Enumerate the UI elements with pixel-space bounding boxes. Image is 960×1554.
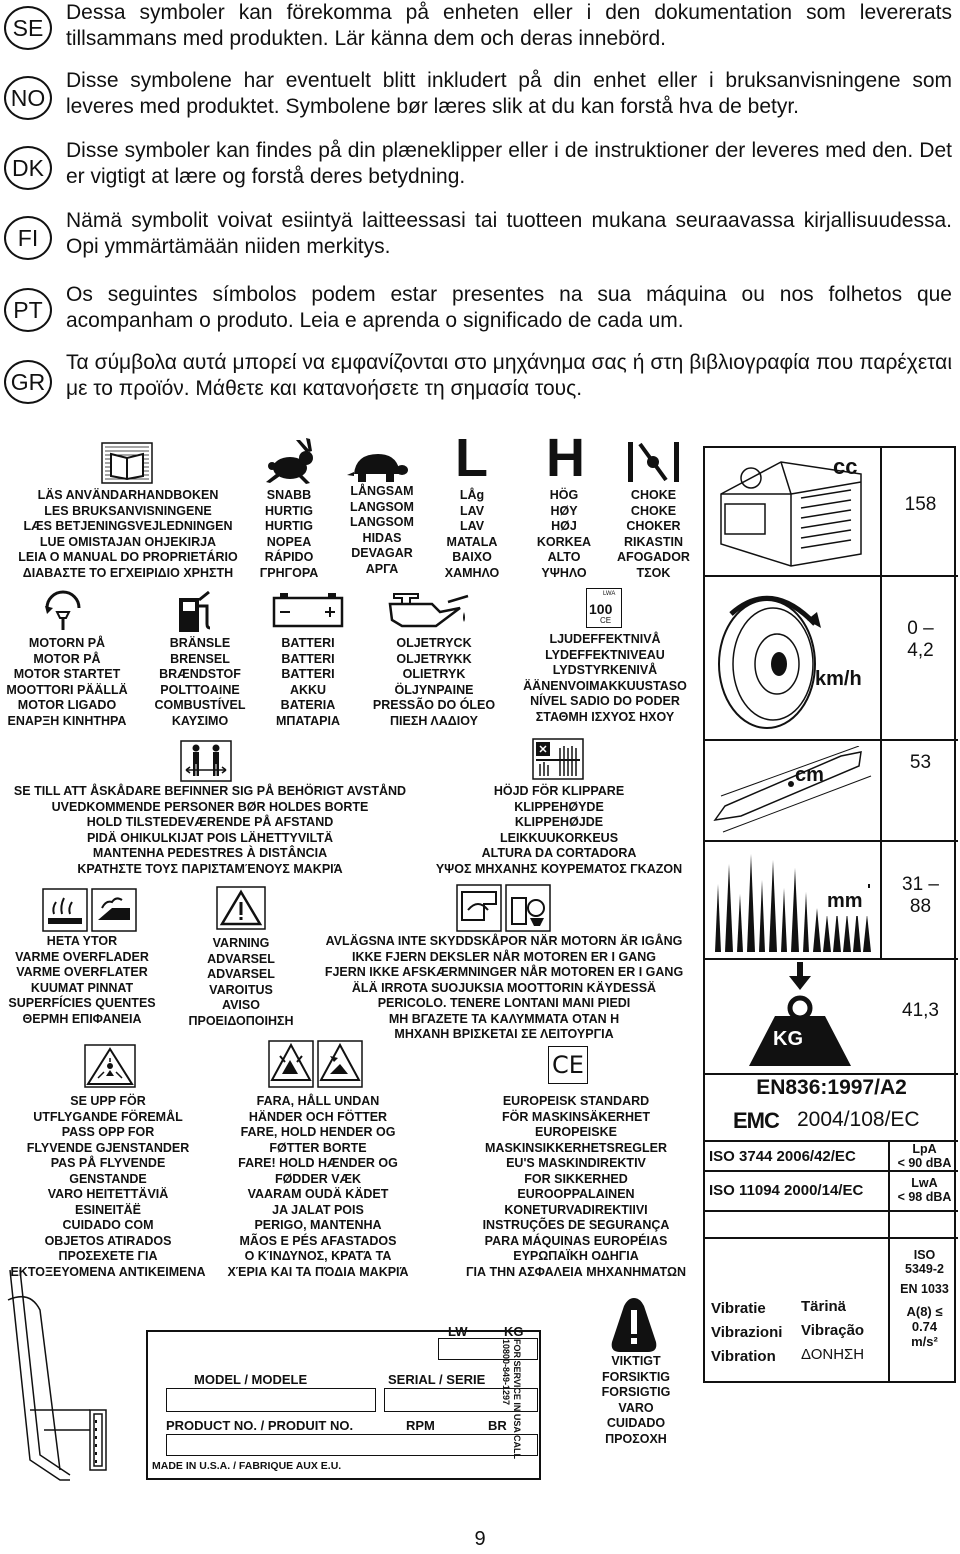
page-number: 9: [474, 1528, 486, 1550]
vibration-value: A(8) ≤ 0.74 m/s²: [906, 1304, 943, 1349]
lang-row-dk: [0, 138, 960, 208]
cut-height-icon: [532, 738, 584, 780]
lang-badge: NO: [4, 76, 52, 120]
height-label: mm: [827, 890, 863, 912]
blade-icon: [711, 746, 877, 836]
standard-text: EN836:1997/A2: [756, 1076, 907, 1099]
vibration-text-pt: Vibração: [801, 1322, 865, 1339]
choke-label: CHOKE CHOKE CHOKER RIKASTIN AFOGADOR ΤΣΟΚ: [617, 488, 690, 580]
emc-logo: [733, 1108, 795, 1134]
lang-text: Dessa symboler kan förekomma på enheten eller i den dokumentation som levererats tillsammans med produkten. Lär känna dem och deras innebörd.: [66, 1, 952, 50]
ce-mark-icon: CE: [548, 1046, 588, 1084]
lang-badge: DK: [4, 146, 52, 190]
spec-panel: [703, 446, 956, 1383]
model-field: [166, 1388, 376, 1412]
lawnmower-illustration: [0, 1260, 160, 1490]
vibration-iso-text: ISO 5349-2: [905, 1248, 944, 1276]
motor-on-icon: [40, 588, 86, 632]
lang-text: Τα σύμβολα αυτά μπορεί να εμφανίζονται στο μηχάνημα σας ή στη βιβλιογραφία που παρέχεται με το προϊόν. Μάθετε και κατανοήσετε τη σημασία τους.: [66, 351, 952, 400]
lang-row-gr: [0, 350, 960, 420]
choke-icon: [626, 440, 682, 484]
hands-feet-label: FARA, HÅLL UNDAN HÄNDER OCH FÖTTER FARE, HOLD HENDER OG FØTTER BORTE FARE! HOLD HÆNDER OG FØDDER VÆK VAARAM OUDÄ KÄDET JA JALAT POIS PERIGO, MANTENHA MÃOS E PÉS AFASTADOS Ο ΚΊΝΔΥΝΟΣ, ΚΡΑΤΆ ΤΑ ΧΈΡΙΑ ΚΑΙ ΤΑ ΠΌΔΙΑ ΜΑΚΡΙΆ: [227, 1094, 409, 1279]
vibration-text-fi: Tärinä: [801, 1298, 847, 1315]
rabbit-icon: [262, 438, 317, 486]
noise-lwa-text: LWA: [603, 591, 616, 597]
vibration-text-it: Vibrazioni: [711, 1324, 783, 1341]
lang-text: Os seguintes símbolos podem estar presentes na sua máquina ou nos folhetos que acompanham o produto. Leia e aprenda o significado de cada um.: [66, 283, 952, 332]
cut-height-label: HÖJD FÖR KLIPPARE KLIPPEHØYDE KLIPPEHØJDE LEIKKUUKORKEUS ALTURA DA CORTADORA ΥΨΟΣ ΜΗΧΑΝΗΣ ΚΟΥΡΕΜΑΤΟΣ ΓΚΑΖΟΝ: [435, 784, 683, 876]
low-icon: L: [455, 428, 488, 488]
fuel-icon: [176, 588, 214, 634]
vibration-en-text: EN 1033: [900, 1282, 949, 1296]
lang-row-no: [0, 68, 960, 138]
height-value: 31 – 88: [902, 874, 939, 917]
model-label: MODEL / MODELE: [194, 1372, 308, 1387]
warning-icon: [216, 886, 266, 930]
iso-3744-text: ISO 3744 2006/42/EC: [709, 1148, 856, 1165]
emc-label: EMC: [733, 1108, 779, 1133]
battery-icon: [272, 592, 344, 628]
thrown-objects-label: SE UPP FÖR UTFLYGANDE FÖREMÅL PASS OPP FOR FLYVENDE GJENSTANDER PAS PÅ FLYVENDE GENSTANDE VARO HEITETTÄVIÄ ESINEITÄË CUIDADO COM OBJETOS ATIRADOS ΠΡΟΣΕΧΕΤΕ ΓΙΑ ΕΚΤΟΞΕΥΟΜΕΝΑ ΑΝΤΙΚΕΙΜΕΝΑ: [10, 1094, 206, 1279]
hot-surface-icon: [42, 888, 138, 932]
manual-label: LÄS ANVÄNDARHANDBOKEN LES BRUKSANVISNINGENE LÆS BETJENINGSVEJLEDNINGEN LUE OMISTAJAN OHJEKIRJA LEIA O MANUAL DO PROPRIETÁRIO ΔΙΑΒΑΣΤΕ ΤΟ ΕΓΧΕΙΡΙΔΙΟ ΧΡΗΣΤΗ: [18, 488, 238, 580]
weight-icon: [745, 962, 855, 1070]
ce-label: EUROPEISK STANDARD FÖR MASKINSÄKERHET EUROPEISKE MASKINSIKKERHETSREGLER EU'S MASKINDIREKTIV FOR SIKKERHED EUROOPPALAINEN KONETURVADIREKTIIVI INSTRUÇÕES DE SEGURANÇA PARA MÁQUINAS EUROPÉIAS ΕΥΡΩΠΑΪΚΗ ΟΔΗΓΙΑ ΓΙΑ ΤΗΝ ΑΣΦΑΛΕΙΑ ΜΗΧΑΝΗΜΑΤΩΝ: [465, 1094, 687, 1279]
emc-value: 2004/108/EC: [797, 1108, 920, 1131]
high-label: HÖG HØY HØJ KORKEA ALTO ΥΨΗΛΟ: [536, 488, 592, 580]
noise-icon: [586, 588, 622, 628]
guards-icon: [456, 884, 552, 932]
serial-label: SERIAL / SERIE: [388, 1372, 486, 1387]
speed-label: km/h: [815, 668, 862, 690]
bystanders-label: SE TILL ATT ÅSKÅDARE BEFINNER SIG PÅ BEHÖRIGT AVSTÅND UVEDKOMMENDE PERSONER BØR HOLDES BORTE HOLD TILSTEDEVÆRENDE PÅ AFSTAND PIDÄ OHIKULKIJAT POIS LÄHETTYVILTÄ MANTENHA PEDESTRES À DISTÂNCIA ΚΡΑΤΗΣΤΕ ΤΟΥΣ ΠΑΡΙΣΤΑΜΈΝΟΥΣ ΜΑΚΡΙΆ: [13, 784, 407, 876]
vibration-text-en: Vibration: [711, 1348, 776, 1365]
product-no-label: PRODUCT NO. / PRODUIT NO.: [166, 1418, 354, 1433]
lang-text: Disse symbolene har eventuelt blitt inkludert på din enhet eller i bruksanvisningene som leveres med produktet. Symbolene bør læres slik at du kan forstå hva de betyr.: [66, 69, 952, 118]
warning-label: VARNING ADVARSEL ADVARSEL VAROITUS AVISO ΠΡΟΕΙΔΟΠΟΙΗΣΗ: [188, 936, 294, 1028]
rpm-label: RPM: [406, 1418, 435, 1433]
weight-label: KG: [773, 1028, 803, 1050]
thrown-objects-icon: [84, 1044, 136, 1088]
noise-value: 100: [589, 601, 613, 617]
hands-feet-icon: [268, 1040, 364, 1090]
guards-label: AVLÄGSNA INTE SKYDDSKÅPOR NÄR MOTORN ÄR IGÅNG IKKE FJERN DEKSLER NÅR MOTOREN ER I GANG FJERN IKKE AFSKÆRMNINGER NÅR MOTOREN ER I GANG ÄLÄ IRROTA SUOJUKSIA MOOTTORIN KÄYDESSÄ PERICOLO. TENERE LONTANI MANI PIEDI ΜΗ ΒΓΑΖΕΤΕ ΤΑ ΚΑΛΥΜΜΑΤΑ ΟΤΑΝ Η ΜΗΧΑΝΗ ΒΡΙΣΚΕΤΑΙ ΣΕ ΛΕΙΤΟΥΡΓΙΑ: [324, 934, 684, 1041]
fuel-label: BRÄNSLE BRENSEL BRÆNDSTOF POLTTOAINE COMBUSTÍVEL ΚΑΥΣΙΜΟ: [154, 636, 246, 728]
vibration-text-nl: Vibratie: [711, 1300, 766, 1317]
iso-11094-text: ISO 11094 2000/14/EC: [709, 1182, 864, 1199]
noise-label: LJUDEFFEKTNIVÅ LYDEFFEKTNIVEAU LYDSTYRKENIVÅ ÄÄNENVOIMAKKUUSTASO NÍVEL SADIO DO PODER ΣΤΑΘΜΗ ΙΣΧΥΟΣ ΗΧΟΥ: [523, 632, 687, 724]
rating-plate: [146, 1324, 541, 1480]
bystanders-icon: [180, 740, 232, 782]
oil-can-icon: [388, 590, 472, 634]
service-phone-text: FOR SERVICE IN USA CALL 10800-849-1297: [501, 1339, 522, 1460]
cc-label: cc: [833, 454, 858, 479]
lang-badge: FI: [4, 216, 52, 260]
lang-row-pt: [0, 282, 960, 352]
lang-row-fi: [0, 208, 960, 278]
cc-value: 158: [904, 494, 937, 515]
vibration-text-gr: ΔΟΝΗΣΗ: [801, 1346, 865, 1363]
wheel-icon: [711, 584, 831, 734]
low-label: LÅg LAV LAV MATALA BAIXO ΧΑΜΗΛΟ: [444, 488, 500, 580]
width-label: cm: [795, 764, 824, 786]
lwa-text: LwA < 98 dBA: [897, 1176, 952, 1204]
made-in-label: MADE IN U.S.A. / FABRIQUE AUX E.U.: [152, 1460, 342, 1472]
oil-label: OLJETRYCK OLJETRYKK OLIETRYK ÖLJYNPAINE PRESSÃO DO ÓLEO ΠΙΕΣΗ ΛΑΔΙΟΥ: [372, 636, 496, 728]
fast-label: SNABB HURTIG HURTIG NOPEA RÁPIDO ΓΡΗΓΟΡΑ: [259, 488, 319, 580]
manual-icon: [101, 442, 153, 484]
high-icon: H: [546, 428, 585, 488]
lang-row-se: [0, 0, 960, 70]
lpa-text: LpA < 90 dBA: [897, 1142, 952, 1170]
kg-label: KG: [504, 1324, 524, 1339]
lang-badge: GR: [4, 360, 52, 404]
battery-label: BATTERI BATTERI BATTERI AKKU BATERIA ΜΠΑΤΑΡΙΑ: [275, 636, 340, 728]
noise-ce-text: CE: [600, 616, 612, 625]
lang-text: Nämä symbolit voivat esiintyä laitteessasi tai tuotteen mukana seuraavassa kirjallisuudessa. Opi ymmärtämään niiden merkitys.: [66, 209, 952, 258]
slow-label: LÅNGSAM LANGSOM LANGSOM HIDAS DEVAGAR ΑΡΓΑ: [350, 484, 414, 576]
hot-surface-label: HETA YTOR VARME OVERFLADER VARME OVERFLATER KUUMAT PINNAT SUPERFÍCIES QUENTES ΘΕΡΜΗ ΕΠΙΦΑΝΕΙΑ: [8, 934, 156, 1026]
caution-icon: [610, 1298, 658, 1352]
lw-label: LW: [448, 1324, 468, 1339]
speed-value: 0 – 4,2: [907, 618, 934, 661]
lang-badge: SE: [4, 6, 52, 50]
lang-badge: PT: [4, 288, 52, 332]
weight-value: 41,3: [902, 1000, 939, 1021]
br-label: BR: [488, 1418, 507, 1433]
width-value: 53: [909, 752, 932, 773]
motor-on-label: MOTORN PÅ MOTOR PÅ MOTOR STARTET MOOTTORI PÄÄLLÄ MOTOR LIGADO ΕΝΑΡΞΗ ΚΙΝΗΤΗΡΑ: [6, 636, 128, 728]
caution-label: VIKTIGT FORSIKTIG FORSIGTIG VARO CUIDADO ΠΡΟΣΟΧΗ: [601, 1354, 671, 1446]
product-no-field: [166, 1434, 538, 1456]
turtle-icon: [346, 448, 408, 484]
lang-text: Disse symboler kan findes på din plæneklipper eller i de instruktioner der leveres med den. Det er vigtigt at lære og forstå deres betydning.: [66, 139, 952, 188]
